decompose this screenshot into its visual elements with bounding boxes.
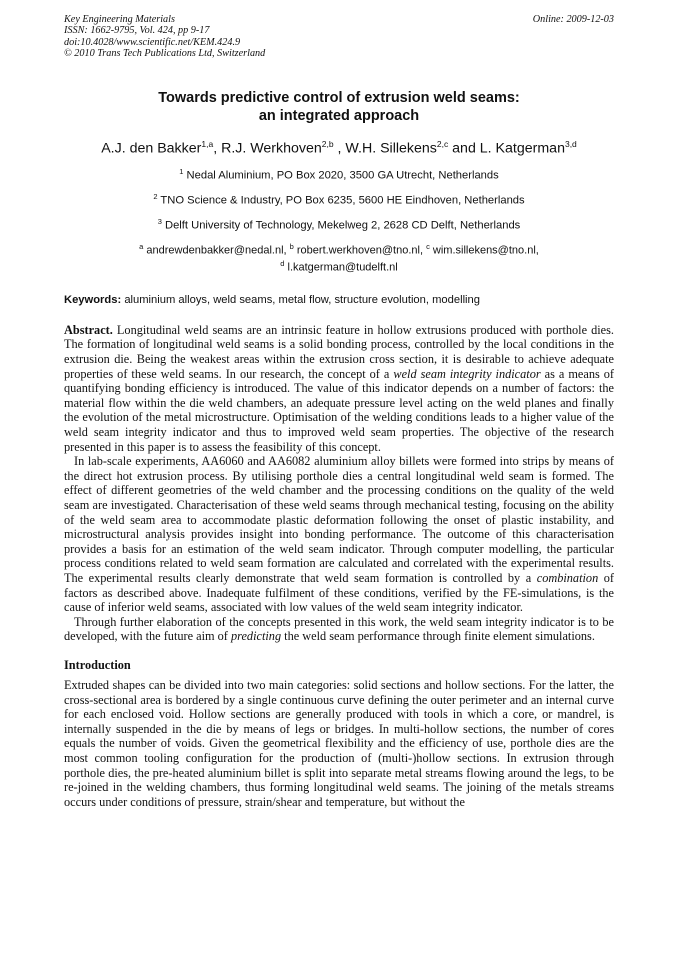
keywords-text: aluminium alloys, weld seams, metal flow, structure evolution, modelling (124, 293, 480, 306)
introduction-heading: Introduction (64, 657, 131, 672)
email-sup: d (280, 259, 285, 269)
email-list (64, 240, 614, 275)
abstract-emphasis: combination (536, 570, 599, 585)
author-sup: 2,c (436, 138, 449, 149)
introduction-text (64, 678, 614, 809)
author-sup: 3,d (564, 138, 577, 149)
author-name: W.H. Sillekens (345, 140, 437, 157)
abstract-text: the weld seam performance through finite element simulations. (284, 629, 595, 644)
online-date: Online: 2009-12-03 (532, 14, 614, 25)
email-a[interactable]: andrewdenbakker@nedal.nl, (146, 244, 287, 257)
author-sup: 1,a (201, 138, 214, 149)
affiliation (64, 215, 614, 233)
keywords-label: Keywords: (64, 293, 122, 306)
email-c[interactable]: wim.sillekens@tno.nl, (432, 244, 539, 257)
affiliation-sup: 3 (157, 216, 162, 226)
email-sup: b (289, 241, 294, 251)
introduction-paragraph: Extruded shapes can be divided into two main categories: solid sections and hollow sections. For the latter, the cross-sectional area is bordered by a single continuous curve defining the outer perimeter and an internal curve for each enclosed void. Hollow sections are generally produced with tools in which a core, or mandrel, is internally suspended in the die by means of legs or bridges. In multi-hollow sections, the number of cores equals the number of voids. Given the geometrical flexibility and the efficiency of use, porthole dies are the most common tooling configuration for the production of (multi-)hollow sections. In extrusion through porthole dies, the pre-heated aluminium billet is split into separate metal streams flowing around the legs, to be re-joined in the welding chambers, thus forming longitudinal weld seams. The joining of the metals streams occurs under conditions of pressure, strain/shear and temperature, but without the (64, 677, 614, 809)
abstract-text: of factors as described above. Inadequate fulfilment of these conditions, verified by the FE-simulations, is the cause of inferior weld seams, associated with low values of the weld seam integrity indicator. (64, 570, 614, 615)
affiliation (64, 190, 614, 208)
copyright-line: © 2010 Trans Tech Publications Ltd, Switzerland (64, 48, 266, 60)
author-separator: , (213, 140, 222, 157)
abstract-paragraph-1 (64, 323, 614, 454)
issn-line: ISSN: 1662-9795, Vol. 424, pp 9-17 (64, 25, 210, 37)
journal-header (64, 14, 614, 60)
abstract (64, 323, 614, 644)
email-b[interactable]: robert.werkhoven@tno.nl, (296, 244, 424, 257)
affiliation-text: Nedal Aluminium, PO Box 2020, 3500 GA Utrecht, Netherlands (186, 170, 499, 183)
title-line-2: an integrated approach (258, 107, 420, 124)
abstract-paragraph-3 (64, 615, 614, 644)
affiliation-text: Delft University of Technology, Mekelweg 2, 2628 CD Delft, Netherlands (165, 219, 521, 232)
keywords (64, 293, 614, 307)
affiliation-sup: 1 (179, 167, 184, 177)
affiliation (64, 165, 614, 183)
abstract-label: Abstract. (64, 322, 113, 337)
abstract-emphasis: weld seam integrity indicator (393, 366, 541, 381)
author-name: R.J. Werkhoven (221, 140, 322, 157)
abstract-text: as a means of quantifying bonding efficiency is introduced. The value of this indicator depends on a number of factors: the material flow within the die weld chambers, an adequate pressure level acting on the weld planes and finally the evolution of the metal microstructure. Optimisation of the welding conditions leads to a higher value of the weld seam integrity indicator and thus to improved weld seam properties. The objective of the research presented in this paper is to assess the feasibility of this concept. (64, 366, 615, 454)
abstract-paragraph-2 (64, 454, 614, 615)
title-line-1: Towards predictive control of extrusion weld seams: (158, 89, 520, 106)
paper-title (64, 89, 614, 125)
email-sup: c (426, 241, 430, 251)
author-name: L. Katgerman (479, 140, 565, 157)
doi-line[interactable]: doi:10.4028/www.scientific.net/KEM.424.9 (64, 36, 241, 48)
author-sup: 2,b (321, 138, 334, 149)
journal-name: Key Engineering Materials (64, 14, 175, 25)
email-d[interactable]: l.katgerman@tudelft.nl (287, 261, 398, 274)
author-list (64, 134, 614, 159)
abstract-text: Through further elaboration of the concepts presented in this work, the weld seam integrity indicator is to be developed, with the future aim of (64, 614, 614, 644)
abstract-emphasis: predicting (231, 629, 282, 644)
abstract-text: Longitudinal weld seams are an intrinsic feature in hollow extrusions produced with porthole dies. The formation of longitudinal weld seams is a solid bonding process, controlled by the local conditions in the extrusion die. Being the weakest areas within the extrusion cross section, it is desirable to achieve adequate properties of these weld seams. In our research, the concept of a (64, 322, 614, 381)
author-separator: , (333, 140, 346, 157)
paper-page (64, 14, 614, 809)
abstract-text: In lab-scale experiments, AA6060 and AA6082 aluminium alloy billets were formed into strips by means of the direct hot extrusion process. By utilising porthole dies a central longitudinal weld seam is formed. The effect of different geometries of the weld chamber and the processing conditions on the quality of the weld seam are investigated. Characterisation of these weld seams through mechanical testing, focusing on the ability of the weld seam area to accommodate plastic deformation following the onset of plastic instability, and microstructural analysis provides insight into bonding performance. The outcome of this characterisation provides a basis for an estimation of the weld seam indicator. Through computer modelling, the particular process conditions related to weld seam formation are calculated and correlated with the experimental results. The experimental results clearly demonstrate that weld seam formation is controlled by a (64, 454, 614, 585)
affiliation-sup: 2 (153, 192, 158, 202)
author-separator: and (448, 140, 480, 157)
affiliation-text: TNO Science & Industry, PO Box 6235, 5600 HE Eindhoven, Netherlands (160, 194, 525, 207)
author-name: A.J. den Bakker (101, 140, 202, 157)
email-sup: a (139, 241, 144, 251)
